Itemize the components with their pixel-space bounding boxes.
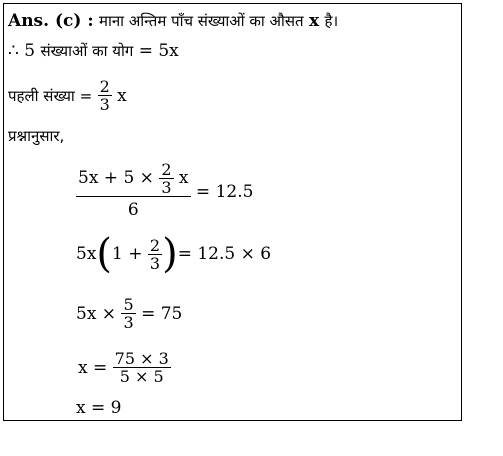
equation-3 [76,296,182,331]
eq1-inner-denominator: 3 [161,178,172,197]
equation-2 [76,231,272,277]
eq2-numerator: 2 [149,235,161,255]
line3-fraction [98,78,112,113]
answer-label: Ans. (c) : [8,11,94,31]
eq1-rhs: = 12.5 [195,181,254,202]
eq3-fraction [121,296,135,331]
eq3-numerator: 5 [123,295,134,314]
eq1-num-left: 5x + 5 × [78,168,154,188]
line2-number: 5 [24,41,36,61]
equation-1 [76,160,253,223]
eq2-paren-inner: 1 + [112,244,143,264]
line1-text: माना अन्तिम पाँच संख्याओं का औसत [99,12,304,30]
eq1-numerator [76,160,191,196]
line2-text: संख्याओं का योग [40,42,134,60]
eq3-left: 5x × [76,303,117,324]
eq3-denominator: 3 [123,313,134,332]
eq2-denominator: 3 [149,253,161,273]
line3-text: पहली संख्या = [8,86,93,105]
eq4-denominator: 5 × 5 [119,367,164,386]
answer-line [8,11,338,31]
line1-variable: x [309,11,320,31]
eq1-denominator: 6 [127,200,139,220]
eq2-fraction [148,237,162,272]
fraction-numerator: 2 [99,77,110,96]
equation-4 [78,350,171,385]
line2-equation: = 5x [138,41,179,61]
eq4-fraction [113,350,171,385]
eq1-num-right: x [178,168,189,188]
therefore-symbol: ∴ [8,41,19,61]
left-paren: ( [96,231,113,277]
eq3-rhs: = 75 [141,303,183,324]
sum-line [8,41,179,61]
fraction-denominator: 3 [99,95,110,114]
eq1-inner-fraction [159,161,173,196]
eq4-left: x = [78,357,108,378]
eq2-rhs: = 12.5 × 6 [177,244,272,264]
eq4-numerator: 75 × 3 [114,349,169,368]
according-to-question: प्रश्नानुसार, [8,127,65,145]
right-paren: ) [162,231,178,277]
line3-variable: x [117,85,127,106]
line1-end: है। [324,12,339,30]
eq2-left: 5x [76,244,97,264]
eq1-inner-numerator: 2 [161,160,172,179]
final-answer: x = 9 [76,398,122,418]
eq1-main-fraction [76,160,191,223]
first-number-line [8,78,127,113]
